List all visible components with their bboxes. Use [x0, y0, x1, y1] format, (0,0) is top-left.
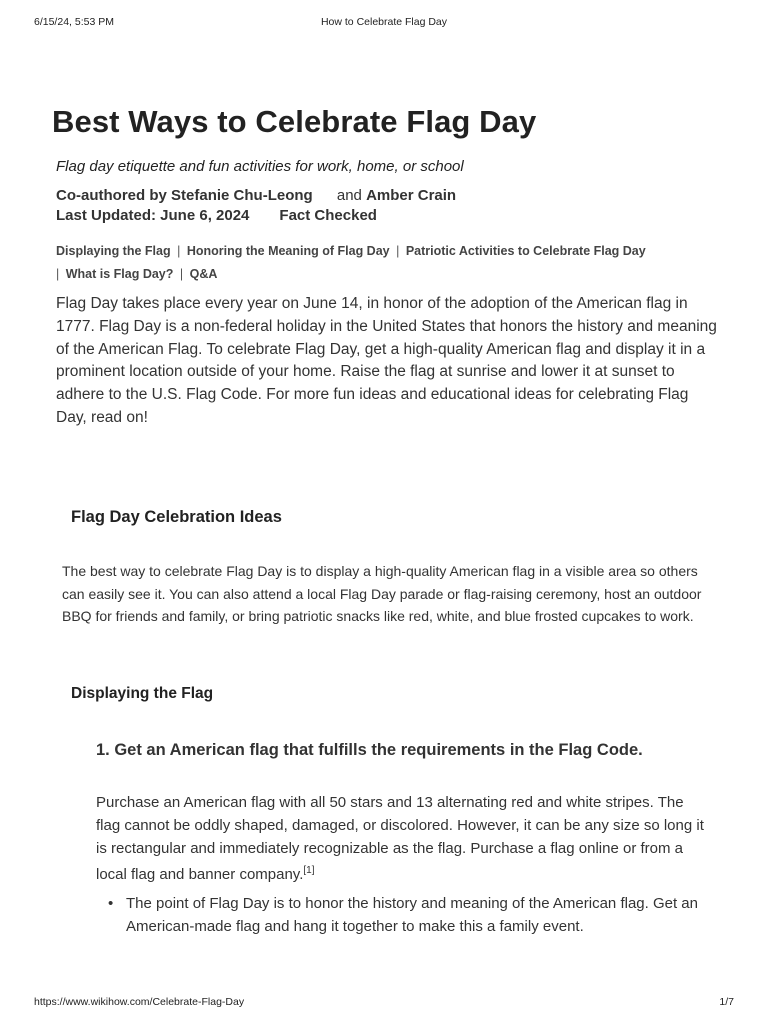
toc-link-activities[interactable]: Patriotic Activities to Celebrate Flag Day	[405, 244, 646, 258]
author-link-2[interactable]: Amber Crain	[366, 187, 457, 204]
print-page-title: How to Celebrate Flag Day	[320, 16, 448, 28]
list-item	[106, 893, 716, 939]
intro-paragraph: Flag Day takes place every year on June 14, in honor of the adoption of the American flag in 1777. Flag Day is a non-federal holiday in the United States that honors the history and meaning of the American Flag. To celebrate Flag Day, get a high-quality American flag and display it in a prominent location outside of your home. Raise the flag at sunrise and lower it at sunset to adhere to the U.S. Flag Code. For more fun ideas and educational ideas for celebrating Flag Day, read on!	[56, 295, 717, 426]
toc-separator: |	[179, 267, 184, 281]
coauthored-prefix: Co-authored by	[56, 187, 167, 204]
toc-separator: |	[396, 244, 400, 258]
section-summary: The best way to celebrate Flag Day is to display a high-quality American flag in a visible area so others can easily see it. You can also attend a local Flag Day parade or flag-raising ceremony, host an outdoor BBQ for friends and family, or bring patriotic snacks like red, white, and blue frosted cupcakes to work.	[62, 563, 702, 625]
author-link-1[interactable]: Stefanie Chu-Leong	[171, 187, 313, 204]
fact-checked-badge[interactable]: Fact Checked	[279, 207, 377, 224]
reference-link[interactable]: [1]	[303, 865, 315, 877]
step-1-heading: 1. Get an American flag that fulfills the requirements in the Flag Code.	[96, 741, 643, 759]
bullet-icon: •	[108, 895, 114, 912]
toc-link-honoring[interactable]: Honoring the Meaning of Flag Day	[186, 244, 390, 258]
toc-link-what-is[interactable]: What is Flag Day?	[65, 267, 174, 281]
print-datetime: 6/15/24, 5:53 PM	[34, 16, 114, 28]
last-updated: Last Updated: June 6, 2024	[56, 207, 250, 224]
page-number: 1/7	[719, 996, 734, 1008]
section-heading: Flag Day Celebration Ideas	[71, 508, 282, 526]
subsection-heading: Displaying the Flag	[71, 685, 214, 702]
author-line	[56, 187, 456, 204]
and-text: and	[336, 187, 362, 204]
table-of-contents	[56, 240, 706, 286]
toc-link-qa[interactable]: Q&A	[189, 267, 218, 281]
step-1-body	[96, 792, 706, 887]
article-subtitle: Flag day etiquette and fun activities for work, home, or school	[56, 158, 464, 175]
toc-link-displaying[interactable]: Displaying the Flag	[56, 244, 171, 258]
toc-separator: |	[177, 244, 181, 258]
print-url: https://www.wikihow.com/Celebrate-Flag-Day	[34, 996, 245, 1008]
bullet-text: The point of Flag Day is to honor the history and meaning of the American flag. Get an American-made flag and hang it together to make this a family event.	[126, 895, 698, 935]
toc-separator: |	[56, 267, 60, 281]
updated-line	[56, 207, 377, 224]
article-title: Best Ways to Celebrate Flag Day	[52, 104, 537, 139]
step-1-text: Purchase an American flag with all 50 stars and 13 alternating red and white stripes. The flag cannot be oddly shaped, damaged, or discolored. However, it can be any size so long it is rectangular and immediately recognizable as the flag. Purchase a flag online or from a local flag and banner company.	[96, 794, 704, 884]
